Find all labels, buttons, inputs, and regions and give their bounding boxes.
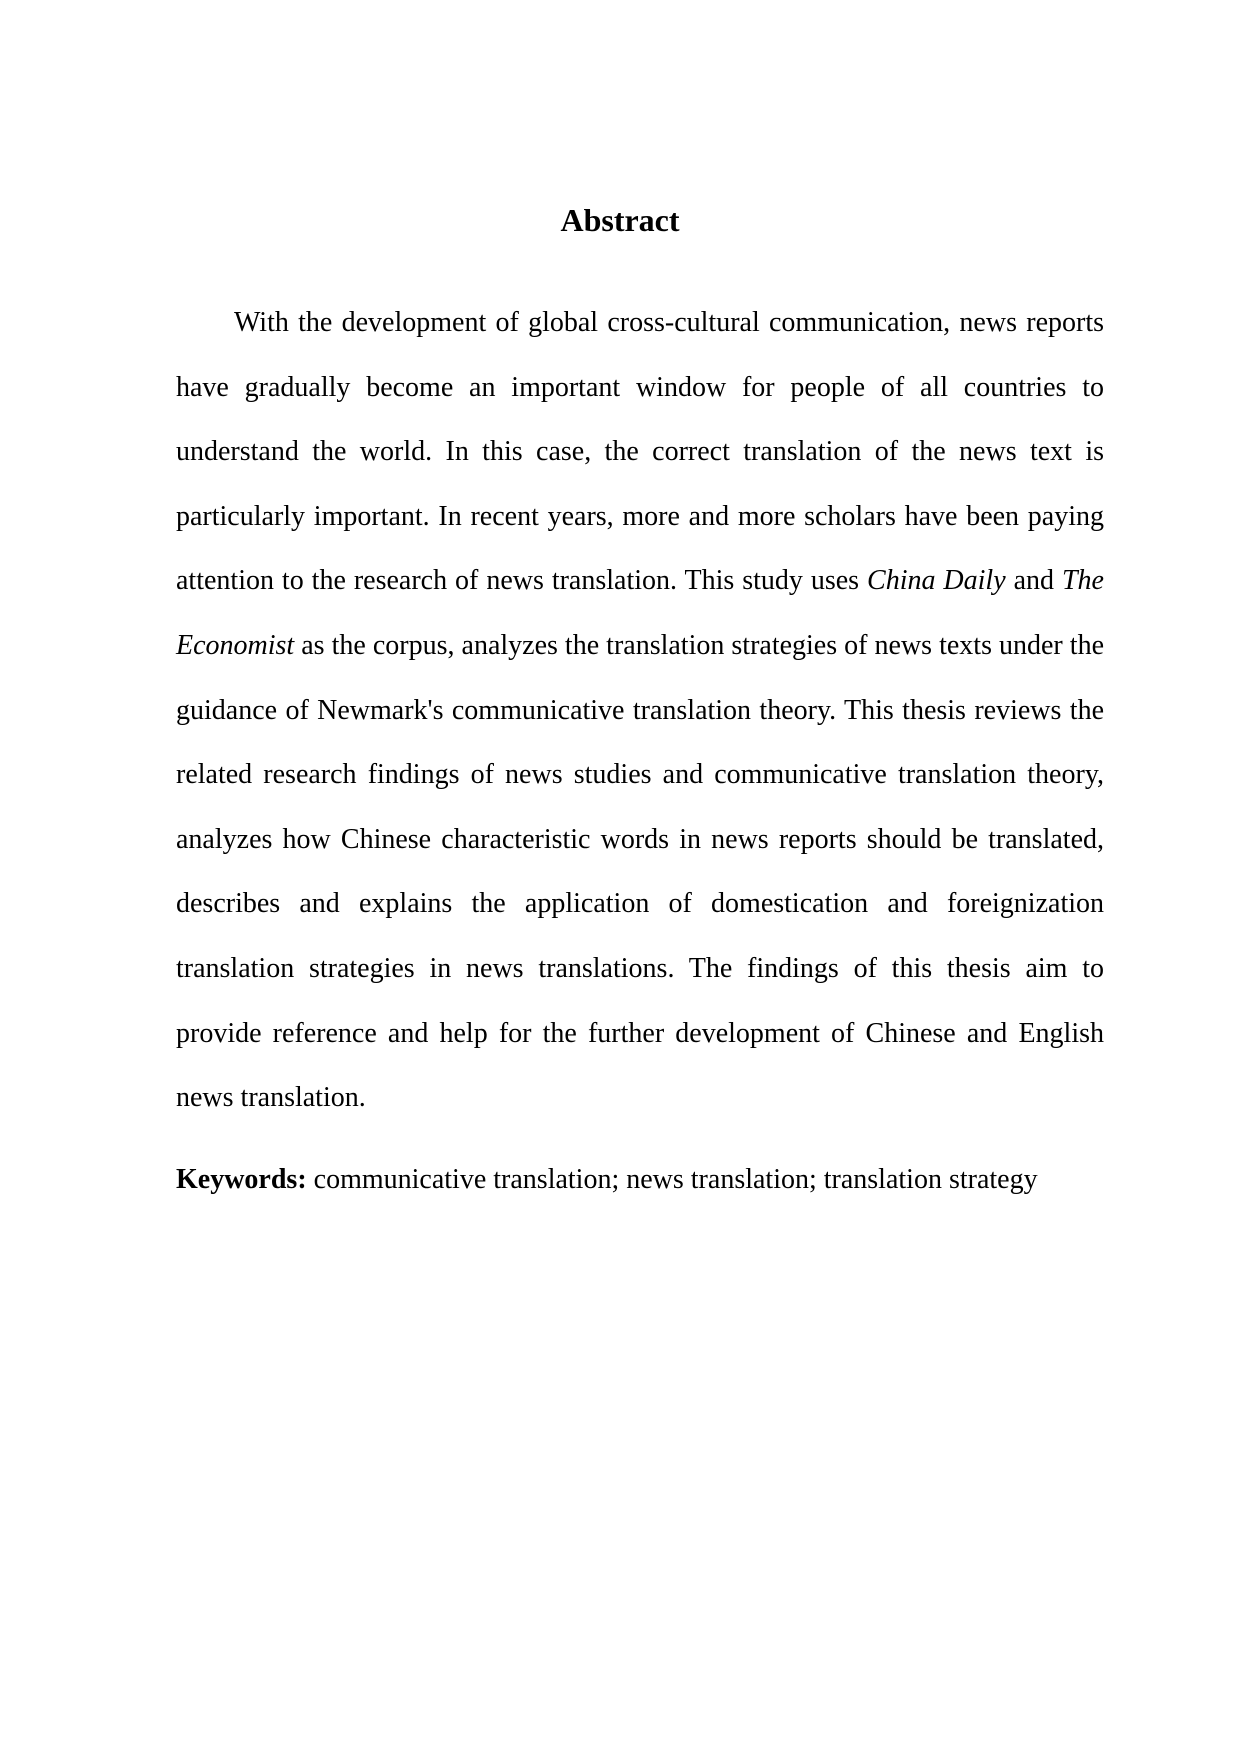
abstract-text-part2: and [1005, 565, 1062, 597]
keywords-value: communicative translation; news translation; translation strategy [306, 1164, 1038, 1195]
italic-title-the-economist: The Economist [176, 565, 1104, 661]
keywords-label: Keywords: [176, 1164, 307, 1195]
italic-title-china-daily: China Daily [867, 565, 1006, 597]
abstract-paragraph [176, 291, 1104, 1131]
abstract-text-part3: as the corpus, analyzes the translation strategies of news texts under the guidance of Newmark's communicative translation theory. This thesis reviews the related research findings of news studies and communicative translation theory, analyzes how Chinese characteristic words in news reports should be translated, describes and explains the application of domestication and foreignization translation strategies in news translations. The findings of this thesis aim to provide reference and help for the further development of Chinese and English news translation. [176, 629, 1104, 1114]
abstract-text-part1: With the development of global cross-cultural communication, news reports have gradually become an important window for people of all countries to understand the world. In this case, the correct translation of the news text is particularly important. In recent years, more and more scholars have been paying attention to the research of news translation. This study uses [176, 307, 1104, 597]
page-title: Abstract [560, 202, 680, 238]
keywords-line [176, 1148, 1136, 1212]
